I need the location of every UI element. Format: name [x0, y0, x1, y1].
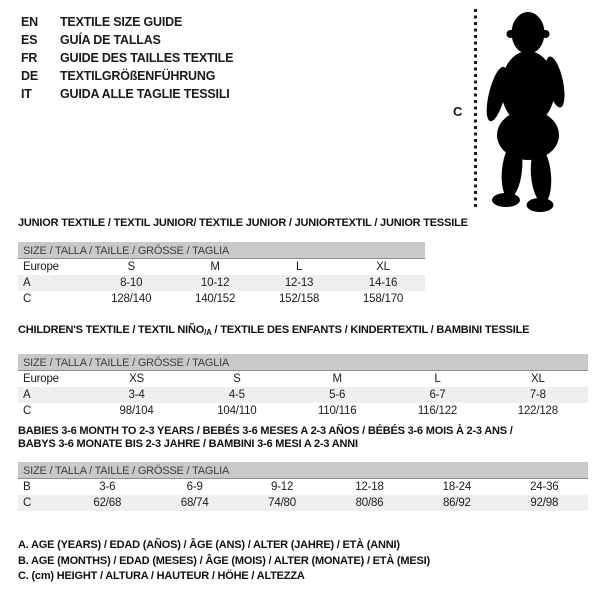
children-textile-section [18, 324, 588, 419]
table-cell: 86/92 [442, 497, 471, 509]
baby-height-figure [450, 8, 585, 213]
guide-title-es: GUÍA DE TALLAS [60, 33, 161, 47]
table-cell: 152/158 [278, 293, 320, 305]
table-cell: 104/110 [217, 405, 257, 417]
table-cell: 18-24 [442, 481, 472, 493]
table-cell: 10-12 [200, 277, 230, 289]
babies-title-line2: BABYS 3-6 MONATE BIS 2-3 JAHRE / BAMBINI 3-6 MESI A 2-3 ANNI [18, 438, 358, 450]
legend-line-b: B. AGE (MONTHS) / EDAD (MESES) / ÂGE (MOIS) / ALTER (MONATE) / ETÀ (MESI) [18, 554, 430, 567]
language-row-fr [21, 49, 233, 67]
language-code: ES [21, 33, 38, 47]
table-row [18, 371, 588, 388]
table-cell: 9-12 [270, 481, 294, 493]
size-header-bar: SIZE / TALLA / TAILLE / GRÖSSE / TAGLIA [18, 462, 588, 479]
table-cell: 3-4 [128, 389, 145, 401]
language-code: EN [21, 15, 38, 29]
table-row [18, 275, 425, 291]
table-cell: S [127, 261, 135, 273]
table-cell: L [434, 373, 441, 385]
junior-textile-section [18, 217, 468, 307]
babies-textile-section [18, 425, 588, 511]
table-cell: 122/128 [517, 405, 558, 417]
table-cell: L [295, 261, 303, 273]
table-cell: 12-13 [284, 277, 314, 289]
table-cell: 6-7 [429, 389, 446, 401]
junior-table-title: JUNIOR TEXTILE / TEXTIL JUNIOR/ TEXTILE JUNIOR / JUNIORTEXTIL / JUNIOR TESSILE [18, 217, 468, 229]
babies-table-title [18, 425, 588, 451]
baby-silhouette-icon [482, 8, 574, 212]
guide-title-en: TEXTILE SIZE GUIDE [60, 15, 183, 29]
junior-size-table [18, 242, 425, 307]
size-header-bar: SIZE / TALLA / TAILLE / GRÖSSE / TAGLIA [18, 354, 588, 371]
row-label: C [23, 293, 32, 305]
guide-title-de: TEXTILGRÖßENFÜHRUNG [60, 69, 216, 83]
babies-title-line1: BABIES 3-6 MONTH TO 2-3 YEARS / BEBÉS 3-6 MESES A 2-3 AÑOS / BÉBÉS 3-6 MOIS À 2-3 ANS / [18, 425, 513, 437]
height-measure-label: C [453, 104, 463, 119]
guide-title-fr: GUIDE DES TAILLES TEXTILE [60, 51, 234, 65]
children-size-table [18, 354, 588, 419]
table-cell: 4-5 [228, 389, 245, 401]
table-cell: 68/74 [180, 497, 209, 509]
row-label: C [23, 405, 32, 417]
title-part: / TEXTILE DES ENFANTS / KINDERTEXTIL / BAMBINI TESSILE [211, 324, 530, 336]
babies-size-table [18, 462, 588, 511]
guide-title-it: GUIDA ALLE TAGLIE TESSILI [60, 87, 230, 101]
height-measure-line [474, 9, 477, 210]
legend-line-c: C. (cm) HEIGHT / ALTURA / HAUTEUR / HÖHE / ALTEZZA [18, 570, 305, 582]
table-cell: XS [129, 373, 145, 385]
title-part: CHILDREN'S TEXTILE / TEXTIL NIÑO [18, 324, 205, 336]
row-label: A [23, 277, 31, 289]
table-cell: S [233, 373, 241, 385]
table-cell: 3-6 [99, 481, 116, 493]
language-title-list [21, 13, 233, 103]
language-row-de [21, 67, 233, 85]
table-cell: 110/116 [317, 405, 357, 417]
legend-line-a: A. AGE (YEARS) / EDAD (AÑOS) / ÂGE (ANS) / ALTER (JAHRE) / ETÀ (ANNI) [18, 539, 400, 551]
table-cell: 140/152 [195, 293, 236, 305]
table-cell: 98/104 [119, 405, 154, 417]
row-label: Europe [23, 373, 59, 385]
table-cell: M [210, 261, 220, 273]
row-label: C [23, 497, 32, 509]
table-row [18, 291, 425, 307]
table-row [18, 387, 588, 403]
table-row [18, 479, 588, 496]
table-cell: M [332, 373, 342, 385]
table-row [18, 495, 588, 511]
language-code: FR [21, 51, 38, 65]
table-cell: 128/140 [111, 293, 152, 305]
table-cell: 24-36 [530, 481, 559, 493]
table-cell: 116/122 [417, 405, 458, 417]
table-cell: XL [530, 373, 545, 385]
table-cell: 8-10 [120, 277, 143, 289]
table-cell: 74/80 [268, 497, 296, 509]
table-cell: 12-18 [355, 481, 384, 493]
table-row [18, 403, 588, 419]
table-cell: 14-16 [368, 277, 398, 289]
row-label: A [23, 389, 31, 401]
table-cell: XL [376, 261, 390, 273]
table-cell: 7-8 [529, 389, 546, 401]
size-header-bar: SIZE / TALLA / TAILLE / GRÖSSE / TAGLIA [18, 242, 425, 259]
language-row-it [21, 85, 233, 103]
title-part-subscript: /A [204, 328, 212, 337]
table-row [18, 259, 425, 276]
table-cell: 5-6 [329, 389, 346, 401]
table-cell: 80/86 [355, 497, 384, 509]
table-cell: 62/68 [93, 497, 122, 509]
table-cell: 158/170 [362, 293, 404, 305]
language-row-en [21, 13, 233, 31]
row-label: Europe [23, 261, 59, 273]
row-label: B [23, 481, 31, 493]
measure-legend [18, 538, 430, 585]
table-cell: 92/98 [530, 497, 559, 509]
language-code: IT [21, 87, 32, 101]
language-code: DE [21, 69, 38, 83]
children-table-title [18, 324, 588, 339]
table-cell: 6-9 [186, 481, 203, 493]
language-row-es [21, 31, 233, 49]
